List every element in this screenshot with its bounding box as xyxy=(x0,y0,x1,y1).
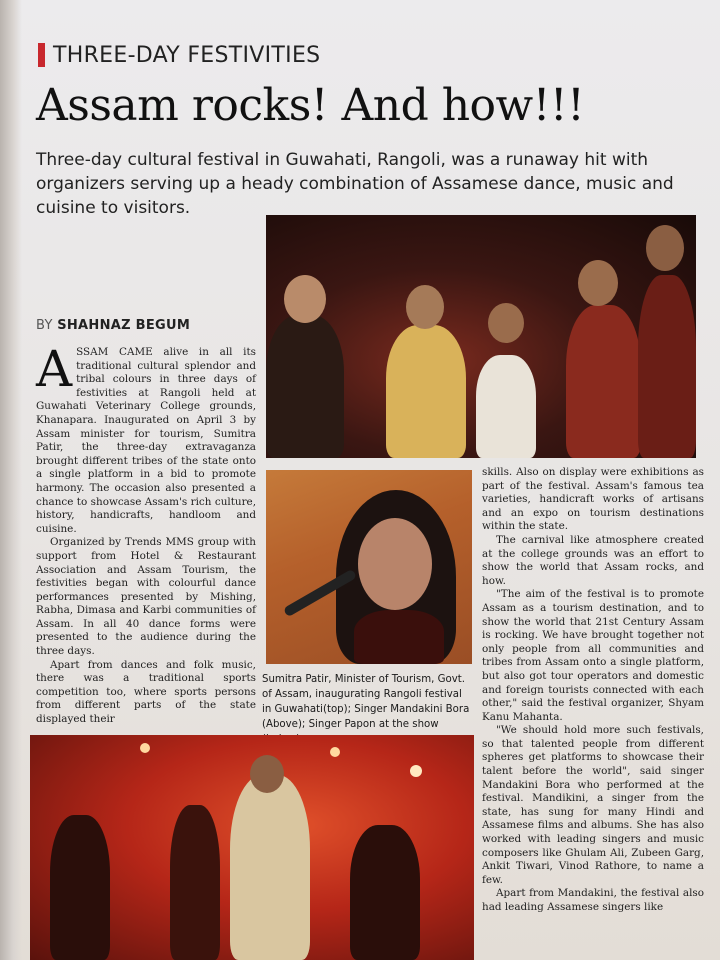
photo-figure xyxy=(566,305,641,458)
headline: Assam rocks! And how!!! xyxy=(36,80,585,131)
section-accent-bar xyxy=(38,43,45,67)
article-paragraph: Apart from dances and folk music, there was a traditional sports competition too, where sports persons from different parts of the state displayed their xyxy=(36,658,256,726)
photo-figure xyxy=(266,315,344,458)
photo-figure-head xyxy=(250,755,284,793)
article-paragraph: The carnival like atmosphere created at the college grounds was an effort to show the world that Assam rocks, and how. xyxy=(482,533,704,587)
singer-dress xyxy=(354,610,444,664)
section-tag xyxy=(38,40,320,70)
article-column-left xyxy=(36,340,256,727)
stage-light xyxy=(410,765,422,777)
photo-figure xyxy=(638,275,696,458)
photo-figure-head xyxy=(284,275,326,323)
singer-face xyxy=(358,518,432,610)
article-column-right xyxy=(482,466,704,915)
section-tag-text: THREE-DAY FESTIVITIES xyxy=(53,42,321,68)
photo-figure xyxy=(170,805,220,960)
photo-figure xyxy=(50,815,110,960)
photo-figure-head xyxy=(406,285,444,329)
article-paragraph xyxy=(36,340,256,536)
byline-prefix: BY xyxy=(36,318,53,333)
page-binding-shadow xyxy=(0,0,22,960)
article-paragraph: "We should hold more such festivals, so that talented people from different spheres get platforms to showcase their talent before the world", said singer Mandakini Bora who performed at the festival. Mandikini, a singer from the state, has sung for many Hindi and Assamese films and albums. She has also worked with leading singers and music composers like Ghulam Ali, Zubeen Garg, Ankit Tiwari, Vinod Rathore, to name a few. xyxy=(482,724,704,886)
drop-cap: A xyxy=(36,340,73,398)
article-paragraph: "The aim of the festival is to promote Assam as a tourism destination, and to show the world that 21st Century Assam is rocking. We have brought together not only people from all communities and tribes from Assam onto a single platform, but also got tour operators and domestic and foreign tourists connected with each other," said the festival organizer, Shyam Kanu Mahanta. xyxy=(482,588,704,723)
article-paragraph: Apart from Mandakini, the festival also had leading Assamese singers like xyxy=(482,887,704,913)
stage-light xyxy=(140,743,150,753)
byline xyxy=(36,318,190,333)
photo-figure-head xyxy=(646,225,684,271)
photo-figure xyxy=(476,355,536,458)
article-paragraph: Organized by Trends MMS group with support from Hotel & Restaurant Association and Assam Tourism, the festivities began with colourful dance performances presented by Mishing, Rabha, Dimasa and Karbi communities of Assam. In all 40 dance forms were presented to the audience during the three days. xyxy=(36,536,256,658)
article-paragraph: skills. Also on display were exhibitions as part of the festival. Assam's famous tea varieties, handicraft works of artisans and an expo on tourism destinations within the state. xyxy=(482,466,704,533)
photo-concert xyxy=(30,735,474,960)
photo-figure xyxy=(230,775,310,960)
standfirst: Three-day cultural festival in Guwahati, Rangoli, was a runaway hit with organizers serving up a heady combination of Assamese dance, music and cuisine to visitors. xyxy=(36,150,674,218)
photo-caption: Sumitra Patir, Minister of Tourism, Govt. of Assam, inaugurating Rangoli festival in Guwahati(top); Singer Mandakini Bora (Above); Singer Papon at the show xyxy=(262,674,470,730)
photo-figure xyxy=(350,825,420,960)
byline-author: SHAHNAZ BEGUM xyxy=(57,318,191,333)
photo-figure-head xyxy=(578,260,618,306)
photo-figure-head xyxy=(488,303,524,343)
stage-light xyxy=(330,747,340,757)
article-paragraph-text: SSAM CAME alive in all its traditional cultural splendor and tribal colours in three days of festivities at Rangoli held at Guwahati Veterinary College grounds, Khanapara. Inaugurated on April 3 by Assam minister for tourism, Sumitra Patir, the three-day extravaganza brought different tribes of the state onto a single platform in a bid to promote harmony. The occasion also presented a chance to showcase Assam's rich culture, history, handicrafts, handloom and cuisine. xyxy=(36,346,256,535)
photo-figure xyxy=(386,325,466,458)
photo-inauguration xyxy=(266,215,696,458)
photo-singer xyxy=(266,470,472,664)
